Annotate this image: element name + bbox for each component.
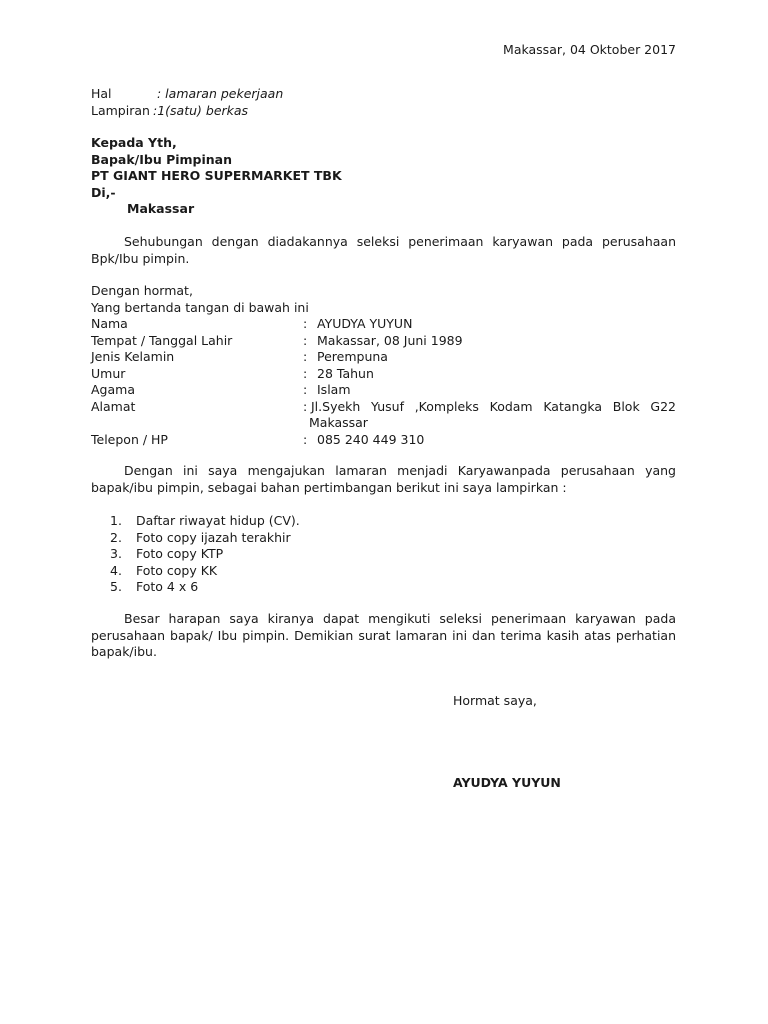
field-label: Umur xyxy=(91,365,126,381)
intro-line-1: Sehubungan dengan diadakannya seleksi penerimaan karyawan pada perusahaan xyxy=(124,234,676,249)
field-colon: : xyxy=(303,349,308,364)
recipient-title: Bapak/Ibu Pimpinan xyxy=(91,151,233,167)
list-text: Foto copy KK xyxy=(136,562,218,578)
field-colon: : xyxy=(303,332,308,348)
list-number: 5. xyxy=(110,579,122,594)
recipient-city: Makassar xyxy=(127,201,195,216)
closing-line-1: Besar harapan saya kiranya dapat mengikuti seleksi penerimaan karyawan pada xyxy=(124,611,676,626)
undersigned-text: Yang bertanda tangan di bawah ini xyxy=(91,299,309,315)
subject-label: Hal xyxy=(91,86,112,101)
field-colon: : xyxy=(303,365,308,381)
subject-value: : lamaran pekerjaan xyxy=(157,86,284,101)
field-value: Jl.Syekh Yusuf ,Kompleks Kodam Katangka Blok G22 xyxy=(311,398,676,414)
field-colon: : xyxy=(303,431,308,447)
field-row-address xyxy=(91,399,676,416)
field-label: Alamat xyxy=(91,398,136,414)
list-number: 3. xyxy=(110,546,122,561)
field-label: Nama xyxy=(91,316,128,331)
attachment-count-value: :1(satu) berkas xyxy=(153,102,249,118)
signer-name: AYUDYA YUYUN xyxy=(453,775,561,790)
field-row-birth xyxy=(91,333,676,350)
opening-block xyxy=(91,283,309,316)
list-text: Foto copy KTP xyxy=(136,546,224,561)
attachment-count-label: Lampiran xyxy=(91,102,150,118)
field-value: 085 240 449 310 xyxy=(317,431,425,447)
list-number: 2. xyxy=(110,529,122,545)
closing-line-3: bapak/ibu. xyxy=(91,644,157,659)
field-label: Tempat / Tanggal Lahir xyxy=(91,332,233,348)
field-value-continuation: Makassar xyxy=(309,415,368,430)
list-item xyxy=(110,513,300,530)
application-paragraph xyxy=(91,463,676,496)
field-value: Perempuna xyxy=(317,349,388,364)
list-item xyxy=(110,530,300,547)
field-value: 28 Tahun xyxy=(317,365,374,381)
intro-line-2: Bpk/Ibu pimpin. xyxy=(91,250,190,266)
list-item xyxy=(110,546,300,563)
field-row-name xyxy=(91,316,676,333)
field-value: Makassar, 08 Juni 1989 xyxy=(317,332,463,348)
application-line-2: bapak/ibu pimpin, sebagai bahan pertimbangan berikut ini saya lampirkan : xyxy=(91,479,567,495)
closing-paragraph xyxy=(91,611,676,661)
recipient-block xyxy=(91,135,342,218)
field-row-age xyxy=(91,366,676,383)
recipient-salutation: Kepada Yth, xyxy=(91,135,177,150)
field-label: Jenis Kelamin xyxy=(91,349,175,364)
field-value: AYUDYA YUYUN xyxy=(317,316,413,331)
field-value: Islam xyxy=(317,382,351,397)
field-row-religion xyxy=(91,382,676,399)
intro-paragraph xyxy=(91,234,676,267)
list-text: Daftar riwayat hidup (CV). xyxy=(136,513,300,528)
attachment-count-row xyxy=(91,103,283,120)
personal-details xyxy=(91,316,676,448)
closing-line-2: perusahaan bapak/ Ibu pimpin. Demikian surat lamaran ini dan terima kasih atas perhatian xyxy=(91,627,676,643)
subject-row xyxy=(91,86,283,103)
letter-meta xyxy=(91,86,283,119)
field-row-phone xyxy=(91,432,676,449)
field-row-gender xyxy=(91,349,676,366)
closing-salutation: Hormat saya, xyxy=(453,693,537,708)
attachment-list xyxy=(110,513,300,596)
field-colon: : xyxy=(303,382,308,397)
recipient-at: Di,- xyxy=(91,184,116,200)
place-date: Makassar, 04 Oktober 2017 xyxy=(503,42,676,57)
field-colon: : xyxy=(303,316,308,331)
list-item xyxy=(110,579,300,596)
list-item xyxy=(110,563,300,580)
field-label: Telepon / HP xyxy=(91,431,168,447)
greeting: Dengan hormat, xyxy=(91,283,193,298)
field-label: Agama xyxy=(91,382,135,397)
list-text: Foto copy ijazah terakhir xyxy=(136,529,291,545)
list-number: 4. xyxy=(110,562,122,578)
list-text: Foto 4 x 6 xyxy=(136,579,199,594)
recipient-company: PT GIANT HERO SUPERMARKET TBK xyxy=(91,168,342,183)
field-colon: : xyxy=(303,398,308,414)
application-line-1: Dengan ini saya mengajukan lamaran menjadi Karyawanpada perusahaan yang xyxy=(124,463,676,478)
list-number: 1. xyxy=(110,513,122,528)
